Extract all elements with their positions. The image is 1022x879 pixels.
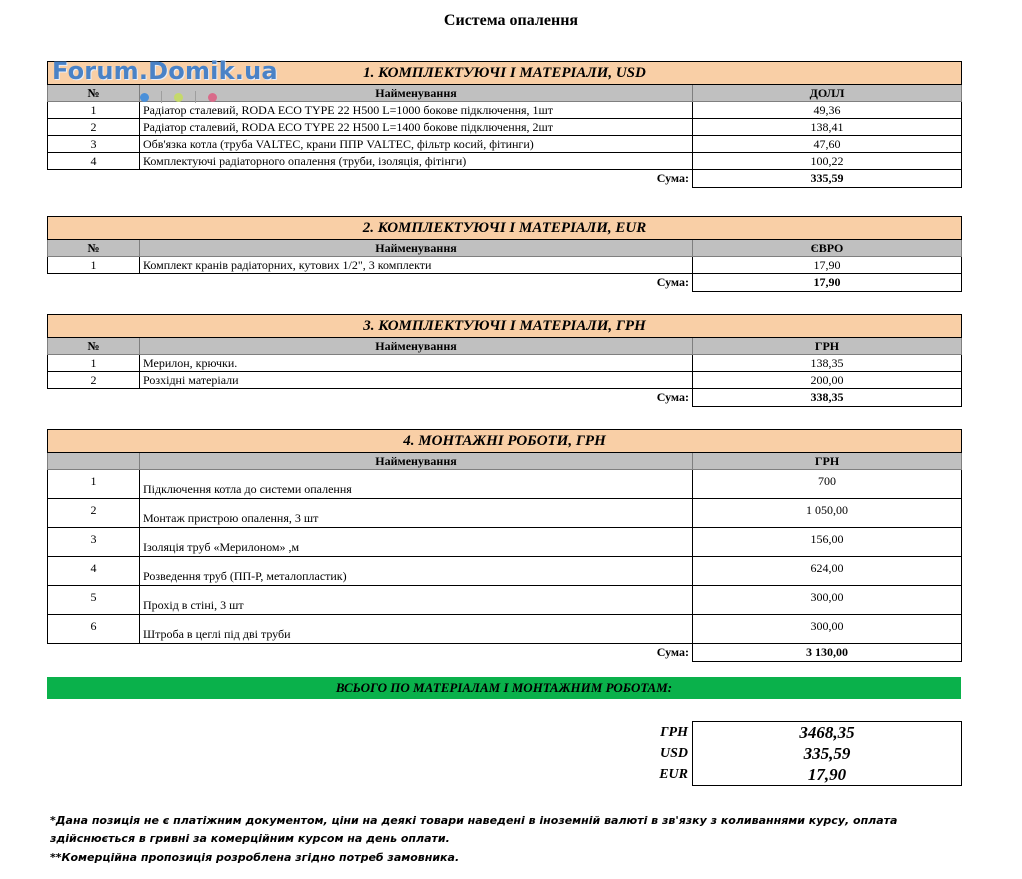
table-row — [48, 257, 962, 274]
row-number: 1 — [48, 470, 140, 499]
col-header-value: ДОЛЛ — [693, 85, 962, 102]
row-name: Радіатор сталевий, RODA ECO TYPE 22 H500 L=1400 бокове підключення, 2шт — [140, 119, 693, 136]
col-header-no: № — [48, 338, 140, 355]
table-row — [48, 372, 962, 389]
col-header-no: № — [48, 85, 140, 102]
row-value: 47,60 — [693, 136, 962, 153]
grand-total-value: 335,59 — [693, 743, 962, 764]
row-name: Монтаж пристрою опалення, 3 шт — [140, 499, 693, 528]
row-value: 700 — [693, 470, 962, 499]
grand-total-currency: USD — [659, 746, 688, 761]
row-number: 2 — [48, 372, 140, 389]
col-header-value: ГРН — [693, 453, 962, 470]
sum-label: Сума: — [656, 390, 689, 405]
row-name: Мерилон, крючки. — [140, 355, 693, 372]
separator — [195, 91, 196, 103]
table-row — [48, 586, 962, 615]
grand-total-value: 17,90 — [693, 764, 962, 786]
row-name: Радіатор сталевий, RODA ECO TYPE 22 H500 L=1000 бокове підключення, 1шт — [140, 102, 693, 119]
row-name: Комплектуючі радіаторного опалення (труби, ізоляція, фітінги) — [140, 153, 693, 170]
section-header: 3. КОМПЛЕКТУЮЧІ І МАТЕРІАЛИ, ГРН — [48, 315, 962, 338]
row-number: 2 — [48, 119, 140, 136]
sum-value: 335,59 — [693, 170, 962, 188]
row-number: 4 — [48, 153, 140, 170]
row-value: 1 050,00 — [693, 499, 962, 528]
row-name: Підключення котла до системи опалення — [140, 470, 693, 499]
row-value: 624,00 — [693, 557, 962, 586]
col-header-name: Найменування — [140, 453, 693, 470]
section-uah-materials-table — [47, 314, 962, 407]
grand-total-band: ВСЬОГО ПО МАТЕРІАЛАМ І МОНТАЖНИМ РОБОТАМ: — [47, 677, 961, 699]
row-value: 138,41 — [693, 119, 962, 136]
footnote-disclaimer-cont: здійснюється в гривні за комерційним курсом на день оплати. — [50, 832, 450, 845]
row-name: Прохід в стіні, 3 шт — [140, 586, 693, 615]
row-number: 5 — [48, 586, 140, 615]
table-row — [48, 557, 962, 586]
table-row — [48, 528, 962, 557]
table-row — [48, 102, 962, 119]
grand-total-row — [600, 743, 962, 764]
table-row — [48, 153, 962, 170]
table-row — [48, 615, 962, 644]
table-row — [48, 119, 962, 136]
col-header-no: № — [48, 240, 140, 257]
col-header-name: Найменування — [140, 85, 693, 102]
green-dot-icon — [174, 93, 183, 102]
table-row — [48, 136, 962, 153]
row-value: 17,90 — [693, 257, 962, 274]
row-number: 3 — [48, 136, 140, 153]
sum-label: Сума: — [656, 171, 689, 186]
table-row — [48, 499, 962, 528]
col-header-name: Найменування — [140, 338, 693, 355]
row-name: Штроба в цеглі під дві труби — [140, 615, 693, 644]
row-name: Ізоляція труб «Мерилоном» ,м — [140, 528, 693, 557]
row-value: 100,22 — [693, 153, 962, 170]
watermark-logo: Forum.Domik.ua — [52, 57, 278, 85]
footnote-offer: **Комерційна пропозиція розроблена згідно потреб замовника. — [50, 851, 460, 864]
row-number: 1 — [48, 102, 140, 119]
sum-label: Сума: — [656, 645, 689, 660]
section-header: 1. КОМПЛЕКТУЮЧІ І МАТЕРІАЛИ, USD — [48, 62, 962, 85]
section-eur-table — [47, 216, 962, 292]
col-header-no — [48, 453, 140, 470]
section-header: 4. МОНТАЖНІ РОБОТИ, ГРН — [48, 430, 962, 453]
sum-value: 3 130,00 — [693, 644, 962, 662]
grand-total-row — [600, 722, 962, 744]
grand-total-table — [600, 721, 962, 786]
sum-value: 17,90 — [693, 274, 962, 292]
row-number: 1 — [48, 257, 140, 274]
sum-label: Сума: — [656, 275, 689, 290]
table-row — [48, 355, 962, 372]
row-name: Комплект кранів радіаторних, кутових 1/2", 3 комплекти — [140, 257, 693, 274]
col-header-name: Найменування — [140, 240, 693, 257]
row-value: 49,36 — [693, 102, 962, 119]
row-number: 3 — [48, 528, 140, 557]
row-value: 300,00 — [693, 615, 962, 644]
grand-total-row — [600, 764, 962, 786]
row-name: Розведення труб (ПП-Р, металопластик) — [140, 557, 693, 586]
red-dot-icon — [208, 93, 217, 102]
table-row — [48, 470, 962, 499]
row-number: 4 — [48, 557, 140, 586]
row-number: 1 — [48, 355, 140, 372]
blue-dot-icon — [140, 93, 149, 102]
row-value: 200,00 — [693, 372, 962, 389]
row-number: 6 — [48, 615, 140, 644]
separator — [161, 91, 162, 103]
grand-total-value: 3468,35 — [693, 722, 962, 744]
row-name: Обв'язка котла (труба VALTEC, крани ППР VALTEC, фільтр косий, фітинги) — [140, 136, 693, 153]
watermark-dots — [140, 88, 229, 100]
row-name: Розхідні матеріали — [140, 372, 693, 389]
grand-total-currency: EUR — [659, 767, 688, 783]
row-value: 138,35 — [693, 355, 962, 372]
grand-total-currency: ГРН — [660, 724, 688, 740]
col-header-value: ГРН — [693, 338, 962, 355]
row-number: 2 — [48, 499, 140, 528]
footnote-disclaimer: *Дана позиція не є платіжним документом, ціни на деякі товари наведені в іноземній валюті в зв'язку з коливаннями курсу, оплата — [50, 814, 898, 827]
section-header: 2. КОМПЛЕКТУЮЧІ І МАТЕРІАЛИ, EUR — [48, 217, 962, 240]
row-value: 156,00 — [693, 528, 962, 557]
section-works-table — [47, 429, 962, 662]
row-value: 300,00 — [693, 586, 962, 615]
sum-value: 338,35 — [693, 389, 962, 407]
page-title: Система опалення — [443, 12, 579, 29]
col-header-value: ЄВРО — [693, 240, 962, 257]
